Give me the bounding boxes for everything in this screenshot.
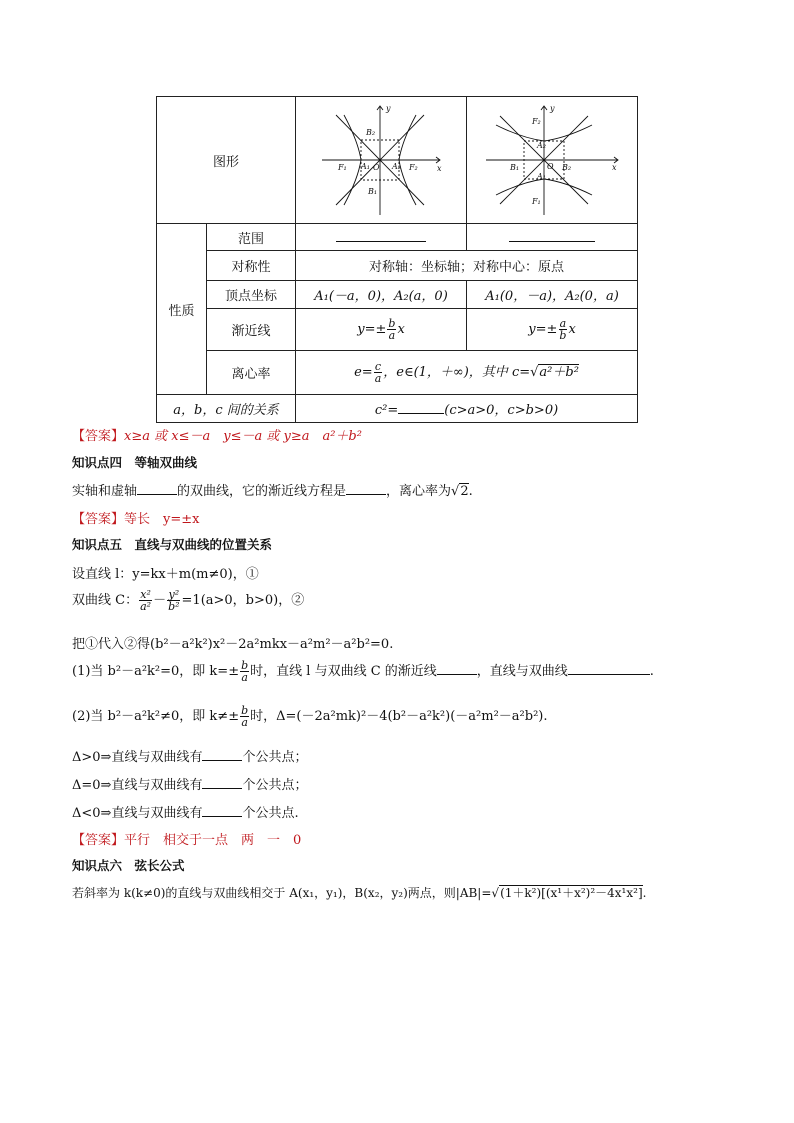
eccentricity-label: 离心率	[207, 350, 296, 394]
asymptote-right-value: y=± $\frac{a}{b}$ x	[467, 308, 638, 350]
range-label: 范围	[207, 224, 296, 251]
right-graph-A2-label: A₂	[537, 141, 546, 151]
right-graph-y-label: y	[550, 104, 555, 114]
left-graph-origin-label: O	[373, 163, 380, 173]
left-graph-B2-label: B₂	[366, 128, 376, 138]
right-graph-origin-label: O	[547, 162, 554, 172]
case-2-text: (2)当 b²－a²k²≠0，即 k≠± $\frac{b}{a}$ 时，Δ=(－2a²mk)²－4(b²－a²k²)(－a²m²－a²b²).	[72, 704, 548, 729]
vertices-right-value: A₁(0，－a)，A₂(0，a)	[467, 280, 638, 308]
delta-positive-text: Δ>0⇒直线与双曲线有 个公共点；	[72, 750, 308, 765]
hyperbola-horizontal-graph	[316, 103, 446, 217]
right-graph-A1-label: A₁	[537, 172, 546, 182]
asymptote-label: 渐近线	[207, 308, 296, 350]
hyperbola-definition: 双曲线 C： $\frac{\text{x²}}{\text{a²}}$ － $\frac{\text{y²}}{\text{b²}}$ =1(a>0，b>0)，②	[72, 588, 305, 613]
left-graph-F2-label: F₂	[409, 163, 418, 173]
left-graph-x-label: x	[437, 164, 442, 174]
right-graph-B1-label: B₁	[510, 163, 520, 173]
range-left-blank	[296, 224, 467, 251]
range-right-blank	[467, 224, 638, 251]
left-graph-y-label: y	[386, 104, 391, 114]
hyperbola-vertical-graph	[482, 103, 622, 217]
vertices-left-value: A₁(－a，0)，A₂(a，0)	[296, 280, 467, 308]
symmetry-value: 对称轴：坐标轴；对称中心：原点	[296, 251, 638, 280]
answer-3: 【答案】平行 相交于一点 两 一 0	[72, 833, 302, 848]
symmetry-label: 对称性	[207, 251, 296, 280]
section-4-title: 知识点四 等轴双曲线	[72, 455, 198, 470]
left-graph-F1-label: F₁	[338, 163, 347, 173]
section-4-text: 实轴和虚轴 的双曲线，它的渐近线方程是 ，离心率为√2.	[72, 484, 473, 499]
left-graph-A1-label: A₁	[361, 162, 370, 172]
eccentricity-value: e= $\frac{c}{a}$ ，e∈(1，＋∞)，其中 c=√a²＋b²	[296, 350, 638, 394]
graph-row-label: 图形	[157, 97, 296, 224]
answer-2: 【答案】等长 y=±x	[72, 512, 200, 527]
chord-length-formula: 若斜率为 k(k≠0)的直线与双曲线相交于 A(x₁，y₁)，B(x₂，y₂)两点，则|AB|=√(1＋k²)[(x¹＋x²)²－4x¹x²].	[72, 886, 647, 900]
right-graph-F1-label: F₁	[532, 197, 541, 207]
right-graph-B2-label: B₂	[562, 163, 572, 173]
graph-right-cell	[467, 97, 638, 224]
delta-negative-text: Δ<0⇒直线与双曲线有 个公共点.	[72, 806, 299, 821]
delta-zero-text: Δ=0⇒直线与双曲线有 个公共点；	[72, 778, 308, 793]
answer-1: 【答案】x≥a 或 x≤－a y≤－a 或 y≥a a²＋b²	[72, 429, 362, 444]
left-graph-A2-label: A₂	[392, 162, 401, 172]
section-6-title: 知识点六 弦长公式	[72, 858, 185, 873]
right-graph-x-label: x	[612, 163, 617, 173]
relation-label: a，b，c 间的关系	[157, 394, 296, 422]
case-1-text: (1)当 b²－a²k²=0，即 k=± $\frac{b}{a}$ 时，直线 l 与双曲线 C 的渐近线 ，直线与双曲线 .	[72, 659, 654, 684]
relation-value: c²= (c>a>0，c>b>0)	[296, 394, 638, 422]
line-definition: 设直线 l：y=kx＋m(m≠0)，①	[72, 567, 259, 582]
section-5-title: 知识点五 直线与双曲线的位置关系	[72, 537, 273, 552]
hyperbola-properties-table	[156, 96, 638, 423]
properties-section-label: 性质	[157, 224, 207, 394]
asymptote-left-value: y=± $\frac{b}{a}$ x	[296, 308, 467, 350]
graph-left-cell	[296, 97, 467, 224]
vertices-label: 顶点坐标	[207, 280, 296, 308]
right-graph-F2-label: F₂	[532, 117, 541, 127]
substitution-equation: 把①代入②得(b²－a²k²)x²－2a²mkx－a²m²－a²b²=0.	[72, 637, 394, 652]
left-graph-B1-label: B₁	[368, 187, 378, 197]
